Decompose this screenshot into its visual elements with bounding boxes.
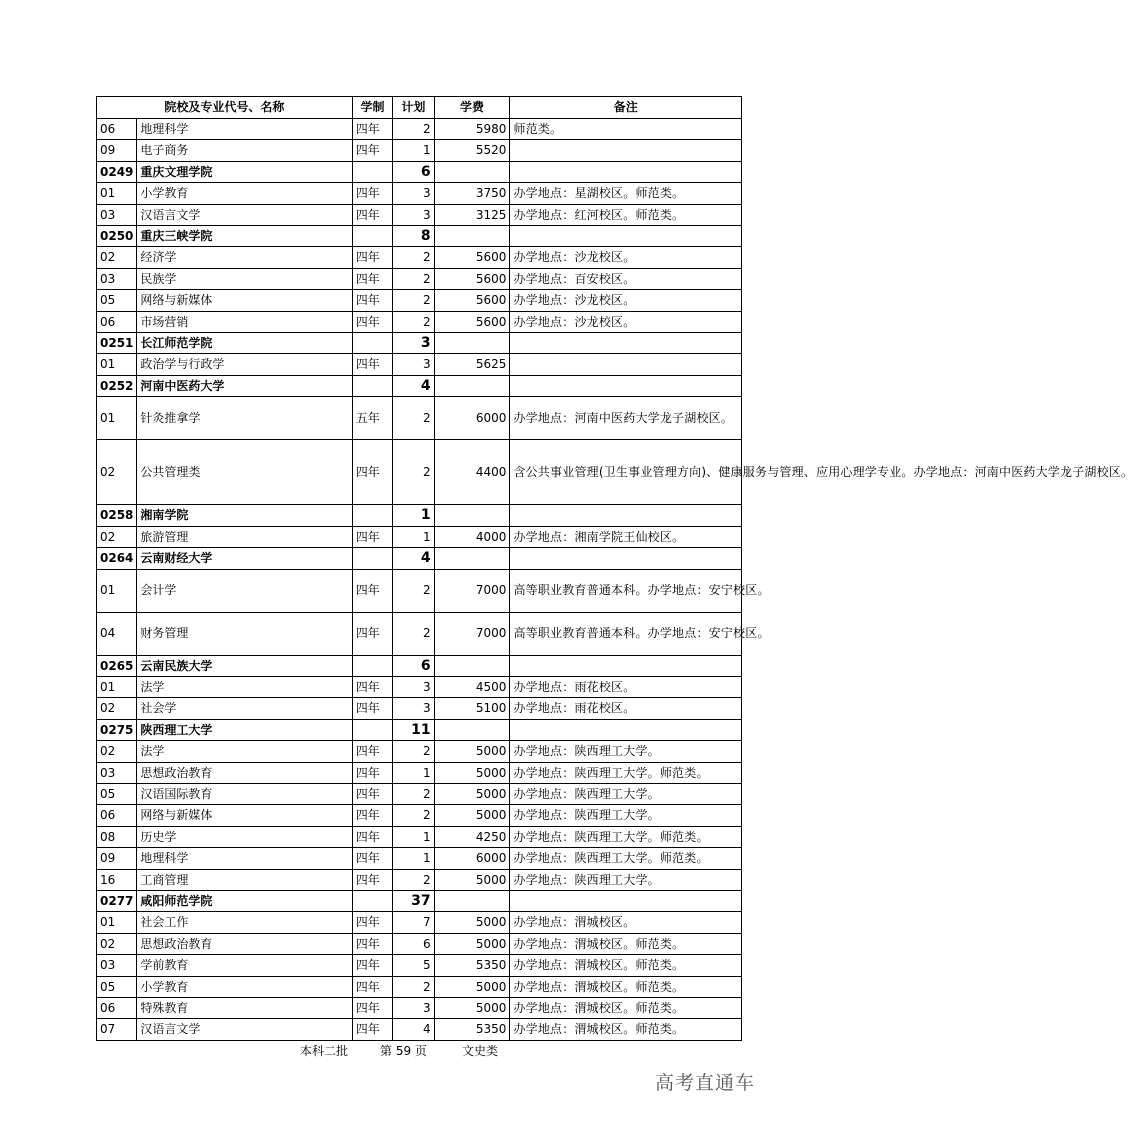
- major-note: 办学地点：渭城校区。师范类。: [510, 998, 742, 1019]
- university-row: [97, 333, 742, 354]
- major-duration: 四年: [352, 869, 392, 890]
- major-note: 办学地点：沙龙校区。: [510, 290, 742, 311]
- major-code: 06: [97, 311, 137, 332]
- major-code: 01: [97, 354, 137, 375]
- major-duration: 四年: [352, 183, 392, 204]
- university-row: [97, 655, 742, 676]
- major-row: [97, 976, 742, 997]
- major-code: 01: [97, 912, 137, 933]
- university-plan: 11: [393, 719, 434, 740]
- major-note: 办学地点：雨花校区。: [510, 676, 742, 697]
- major-row: [97, 998, 742, 1019]
- major-code: 09: [97, 140, 137, 161]
- major-note: 办学地点：沙龙校区。: [510, 311, 742, 332]
- major-code: 02: [97, 698, 137, 719]
- empty-cell: [434, 548, 510, 569]
- major-name: 思想政治教育: [137, 762, 352, 783]
- major-name: 特殊教育: [137, 998, 352, 1019]
- university-name: 咸阳师范学院: [137, 890, 352, 911]
- university-code: 0249: [97, 161, 137, 182]
- major-plan: 4: [393, 1019, 434, 1040]
- major-code: 05: [97, 290, 137, 311]
- major-code: 03: [97, 204, 137, 225]
- major-note: 办学地点：渭城校区。师范类。: [510, 955, 742, 976]
- major-name: 旅游管理: [137, 526, 352, 547]
- major-name: 法学: [137, 676, 352, 697]
- major-name: 历史学: [137, 826, 352, 847]
- major-row: [97, 311, 742, 332]
- major-name: 地理科学: [137, 848, 352, 869]
- major-row: [97, 1019, 742, 1040]
- major-code: 02: [97, 526, 137, 547]
- major-name: 法学: [137, 741, 352, 762]
- university-plan: 8: [393, 226, 434, 247]
- header-name: 院校及专业代号、名称: [97, 97, 353, 119]
- university-row: [97, 719, 742, 740]
- table-header-row: [97, 97, 742, 119]
- university-name: 云南财经大学: [137, 548, 352, 569]
- university-plan: 37: [393, 890, 434, 911]
- major-plan: 2: [393, 397, 434, 440]
- major-duration: 四年: [352, 204, 392, 225]
- major-note: 办学地点：陕西理工大学。师范类。: [510, 826, 742, 847]
- major-plan: 2: [393, 741, 434, 762]
- major-row: [97, 805, 742, 826]
- major-plan: 2: [393, 440, 434, 505]
- major-name: 社会工作: [137, 912, 352, 933]
- major-row: [97, 955, 742, 976]
- major-row: [97, 762, 742, 783]
- empty-cell: [434, 655, 510, 676]
- major-row: [97, 183, 742, 204]
- major-duration: 四年: [352, 247, 392, 268]
- empty-cell: [352, 226, 392, 247]
- major-name: 学前教育: [137, 955, 352, 976]
- empty-cell: [510, 655, 742, 676]
- major-fee: 5000: [434, 869, 510, 890]
- major-note: 高等职业教育普通本科。办学地点：安宁校区。: [510, 569, 742, 612]
- major-note: 办学地点：河南中医药大学龙子湖校区。: [510, 397, 742, 440]
- footer-batch: 本科二批: [300, 1044, 349, 1058]
- university-code: 0277: [97, 890, 137, 911]
- university-row: [97, 161, 742, 182]
- major-note: 办学地点：湘南学院王仙校区。: [510, 526, 742, 547]
- major-name: 思想政治教育: [137, 933, 352, 954]
- major-duration: 四年: [352, 741, 392, 762]
- university-plan: 6: [393, 655, 434, 676]
- major-fee: 7000: [434, 569, 510, 612]
- major-row: [97, 397, 742, 440]
- header-fee: 学费: [434, 97, 510, 119]
- major-plan: 1: [393, 848, 434, 869]
- major-note: 办学地点：渭城校区。师范类。: [510, 976, 742, 997]
- major-code: 06: [97, 998, 137, 1019]
- major-code: 08: [97, 826, 137, 847]
- major-fee: 7000: [434, 612, 510, 655]
- major-code: 02: [97, 741, 137, 762]
- major-note: 办学地点：渭城校区。师范类。: [510, 933, 742, 954]
- major-plan: 2: [393, 268, 434, 289]
- major-plan: 2: [393, 247, 434, 268]
- empty-cell: [434, 333, 510, 354]
- empty-cell: [510, 161, 742, 182]
- empty-cell: [352, 375, 392, 396]
- major-name: 财务管理: [137, 612, 352, 655]
- major-name: 网络与新媒体: [137, 805, 352, 826]
- major-code: 01: [97, 569, 137, 612]
- major-plan: 2: [393, 311, 434, 332]
- major-fee: 5000: [434, 912, 510, 933]
- major-note: 办学地点：陕西理工大学。: [510, 741, 742, 762]
- empty-cell: [352, 505, 392, 526]
- major-fee: 5000: [434, 805, 510, 826]
- major-fee: 5350: [434, 955, 510, 976]
- major-fee: 3125: [434, 204, 510, 225]
- major-code: 02: [97, 247, 137, 268]
- major-name: 汉语言文学: [137, 1019, 352, 1040]
- major-plan: 3: [393, 676, 434, 697]
- major-fee: 5600: [434, 268, 510, 289]
- major-duration: 四年: [352, 526, 392, 547]
- university-row: [97, 505, 742, 526]
- major-plan: 5: [393, 955, 434, 976]
- major-code: 03: [97, 762, 137, 783]
- empty-cell: [510, 548, 742, 569]
- major-plan: 2: [393, 976, 434, 997]
- major-duration: 四年: [352, 676, 392, 697]
- major-row: [97, 698, 742, 719]
- major-duration: 四年: [352, 912, 392, 933]
- major-code: 03: [97, 955, 137, 976]
- major-code: 01: [97, 397, 137, 440]
- university-name: 重庆三峡学院: [137, 226, 352, 247]
- major-plan: 3: [393, 998, 434, 1019]
- major-fee: 5980: [434, 119, 510, 140]
- major-name: 小学教育: [137, 183, 352, 204]
- university-code: 0265: [97, 655, 137, 676]
- major-note: 办学地点：陕西理工大学。师范类。: [510, 848, 742, 869]
- major-duration: 四年: [352, 783, 392, 804]
- major-fee: 6000: [434, 397, 510, 440]
- major-row: [97, 741, 742, 762]
- major-duration: 四年: [352, 612, 392, 655]
- major-duration: 四年: [352, 998, 392, 1019]
- university-name: 重庆文理学院: [137, 161, 352, 182]
- major-row: [97, 119, 742, 140]
- major-plan: 1: [393, 762, 434, 783]
- major-duration: 四年: [352, 848, 392, 869]
- major-row: [97, 783, 742, 804]
- university-row: [97, 890, 742, 911]
- major-name: 针灸推拿学: [137, 397, 352, 440]
- major-name: 公共管理类: [137, 440, 352, 505]
- major-name: 网络与新媒体: [137, 290, 352, 311]
- watermark: 高考直通车: [655, 1072, 756, 1094]
- empty-cell: [352, 333, 392, 354]
- major-fee: 5625: [434, 354, 510, 375]
- major-duration: 四年: [352, 569, 392, 612]
- empty-cell: [434, 890, 510, 911]
- major-plan: 1: [393, 826, 434, 847]
- major-code: 06: [97, 805, 137, 826]
- major-fee: 5600: [434, 290, 510, 311]
- empty-cell: [434, 161, 510, 182]
- header-plan: 计划: [393, 97, 434, 119]
- major-fee: 4400: [434, 440, 510, 505]
- footer-page: 第 59 页: [380, 1044, 427, 1058]
- major-row: [97, 869, 742, 890]
- header-duration: 学制: [352, 97, 392, 119]
- major-row: [97, 676, 742, 697]
- university-row: [97, 375, 742, 396]
- empty-cell: [434, 719, 510, 740]
- major-duration: 四年: [352, 354, 392, 375]
- major-duration: 四年: [352, 698, 392, 719]
- major-plan: 2: [393, 869, 434, 890]
- empty-cell: [352, 161, 392, 182]
- major-code: 07: [97, 1019, 137, 1040]
- admissions-table: [96, 96, 1133, 1041]
- major-code: 03: [97, 268, 137, 289]
- university-row: [97, 226, 742, 247]
- major-note: 师范类。: [510, 119, 742, 140]
- major-note: 办学地点：陕西理工大学。: [510, 805, 742, 826]
- table-body: [97, 119, 1133, 1041]
- major-plan: 3: [393, 354, 434, 375]
- major-fee: 5100: [434, 698, 510, 719]
- major-note: 办学地点：星湖校区。师范类。: [510, 183, 742, 204]
- empty-cell: [510, 890, 742, 911]
- major-plan: 2: [393, 569, 434, 612]
- major-plan: 2: [393, 119, 434, 140]
- major-note: 办学地点：沙龙校区。: [510, 247, 742, 268]
- university-row: [97, 548, 742, 569]
- university-name: 长江师范学院: [137, 333, 352, 354]
- university-code: 0258: [97, 505, 137, 526]
- header-notes: 备注: [510, 97, 742, 119]
- major-duration: 五年: [352, 397, 392, 440]
- university-plan: 1: [393, 505, 434, 526]
- major-duration: 四年: [352, 119, 392, 140]
- major-fee: 5350: [434, 1019, 510, 1040]
- major-row: [97, 268, 742, 289]
- major-row: [97, 848, 742, 869]
- empty-cell: [352, 890, 392, 911]
- major-fee: 5600: [434, 247, 510, 268]
- major-code: 05: [97, 976, 137, 997]
- major-note: 办学地点：陕西理工大学。师范类。: [510, 762, 742, 783]
- footer-category: 文史类: [462, 1044, 499, 1058]
- empty-cell: [352, 548, 392, 569]
- major-plan: 2: [393, 290, 434, 311]
- major-code: 02: [97, 440, 137, 505]
- major-fee: 4500: [434, 676, 510, 697]
- major-fee: 3750: [434, 183, 510, 204]
- major-note: 办学地点：渭城校区。师范类。: [510, 1019, 742, 1040]
- major-code: 06: [97, 119, 137, 140]
- major-name: 工商管理: [137, 869, 352, 890]
- major-row: [97, 933, 742, 954]
- major-code: 02: [97, 933, 137, 954]
- major-name: 电子商务: [137, 140, 352, 161]
- major-duration: 四年: [352, 311, 392, 332]
- major-row: [97, 140, 742, 161]
- major-row: [97, 354, 742, 375]
- empty-cell: [434, 226, 510, 247]
- major-name: 汉语国际教育: [137, 783, 352, 804]
- empty-cell: [352, 719, 392, 740]
- major-note: 高等职业教育普通本科。办学地点：安宁校区。: [510, 612, 742, 655]
- major-duration: 四年: [352, 976, 392, 997]
- empty-cell: [510, 226, 742, 247]
- empty-cell: [510, 333, 742, 354]
- major-name: 汉语言文学: [137, 204, 352, 225]
- major-note: 办学地点：陕西理工大学。: [510, 869, 742, 890]
- major-row: [97, 612, 742, 655]
- major-duration: 四年: [352, 140, 392, 161]
- major-fee: 5000: [434, 998, 510, 1019]
- major-row: [97, 290, 742, 311]
- major-code: 04: [97, 612, 137, 655]
- major-fee: 4250: [434, 826, 510, 847]
- major-plan: 2: [393, 805, 434, 826]
- university-name: 湘南学院: [137, 505, 352, 526]
- major-plan: 1: [393, 526, 434, 547]
- major-code: 01: [97, 676, 137, 697]
- major-plan: 3: [393, 183, 434, 204]
- major-row: [97, 526, 742, 547]
- major-fee: 5000: [434, 762, 510, 783]
- major-note: 办学地点：红河校区。师范类。: [510, 204, 742, 225]
- major-plan: 2: [393, 783, 434, 804]
- major-note: 办学地点：陕西理工大学。: [510, 783, 742, 804]
- major-plan: 3: [393, 698, 434, 719]
- major-duration: 四年: [352, 955, 392, 976]
- major-fee: 5000: [434, 976, 510, 997]
- empty-cell: [510, 375, 742, 396]
- empty-cell: [510, 719, 742, 740]
- major-row: [97, 247, 742, 268]
- major-duration: 四年: [352, 1019, 392, 1040]
- major-plan: 7: [393, 912, 434, 933]
- university-code: 0250: [97, 226, 137, 247]
- major-name: 市场营销: [137, 311, 352, 332]
- empty-cell: [352, 655, 392, 676]
- empty-cell: [434, 505, 510, 526]
- major-row: [97, 569, 742, 612]
- major-row: [97, 826, 742, 847]
- major-name: 民族学: [137, 268, 352, 289]
- major-note: 含公共事业管理(卫生事业管理方向)、健康服务与管理、应用心理学专业。办学地点：河南中医药大学龙子湖校区。: [510, 440, 742, 505]
- major-note: 办学地点：百安校区。: [510, 268, 742, 289]
- major-fee: 5000: [434, 933, 510, 954]
- major-note: [510, 354, 742, 375]
- major-code: 05: [97, 783, 137, 804]
- major-duration: 四年: [352, 440, 392, 505]
- major-duration: 四年: [352, 826, 392, 847]
- major-duration: 四年: [352, 290, 392, 311]
- university-code: 0275: [97, 719, 137, 740]
- major-plan: 1: [393, 140, 434, 161]
- major-code: 01: [97, 183, 137, 204]
- major-name: 政治学与行政学: [137, 354, 352, 375]
- university-code: 0251: [97, 333, 137, 354]
- major-fee: 5600: [434, 311, 510, 332]
- major-row: [97, 912, 742, 933]
- university-code: 0252: [97, 375, 137, 396]
- major-row: [97, 440, 742, 505]
- major-duration: 四年: [352, 268, 392, 289]
- major-fee: 5520: [434, 140, 510, 161]
- major-name: 小学教育: [137, 976, 352, 997]
- university-name: 陕西理工大学: [137, 719, 352, 740]
- major-row: [97, 204, 742, 225]
- major-plan: 3: [393, 204, 434, 225]
- major-name: 地理科学: [137, 119, 352, 140]
- university-plan: 4: [393, 375, 434, 396]
- major-fee: 4000: [434, 526, 510, 547]
- major-fee: 6000: [434, 848, 510, 869]
- major-fee: 5000: [434, 741, 510, 762]
- major-note: [510, 140, 742, 161]
- university-plan: 4: [393, 548, 434, 569]
- university-name: 河南中医药大学: [137, 375, 352, 396]
- university-name: 云南民族大学: [137, 655, 352, 676]
- major-code: 09: [97, 848, 137, 869]
- empty-cell: [510, 505, 742, 526]
- major-note: 办学地点：渭城校区。: [510, 912, 742, 933]
- major-name: 社会学: [137, 698, 352, 719]
- major-duration: 四年: [352, 762, 392, 783]
- empty-cell: [434, 375, 510, 396]
- major-plan: 2: [393, 612, 434, 655]
- major-name: 会计学: [137, 569, 352, 612]
- major-fee: 5000: [434, 783, 510, 804]
- university-plan: 6: [393, 161, 434, 182]
- university-code: 0264: [97, 548, 137, 569]
- major-duration: 四年: [352, 933, 392, 954]
- major-duration: 四年: [352, 805, 392, 826]
- major-name: 经济学: [137, 247, 352, 268]
- university-plan: 3: [393, 333, 434, 354]
- major-note: 办学地点：雨花校区。: [510, 698, 742, 719]
- major-plan: 6: [393, 933, 434, 954]
- major-code: 16: [97, 869, 137, 890]
